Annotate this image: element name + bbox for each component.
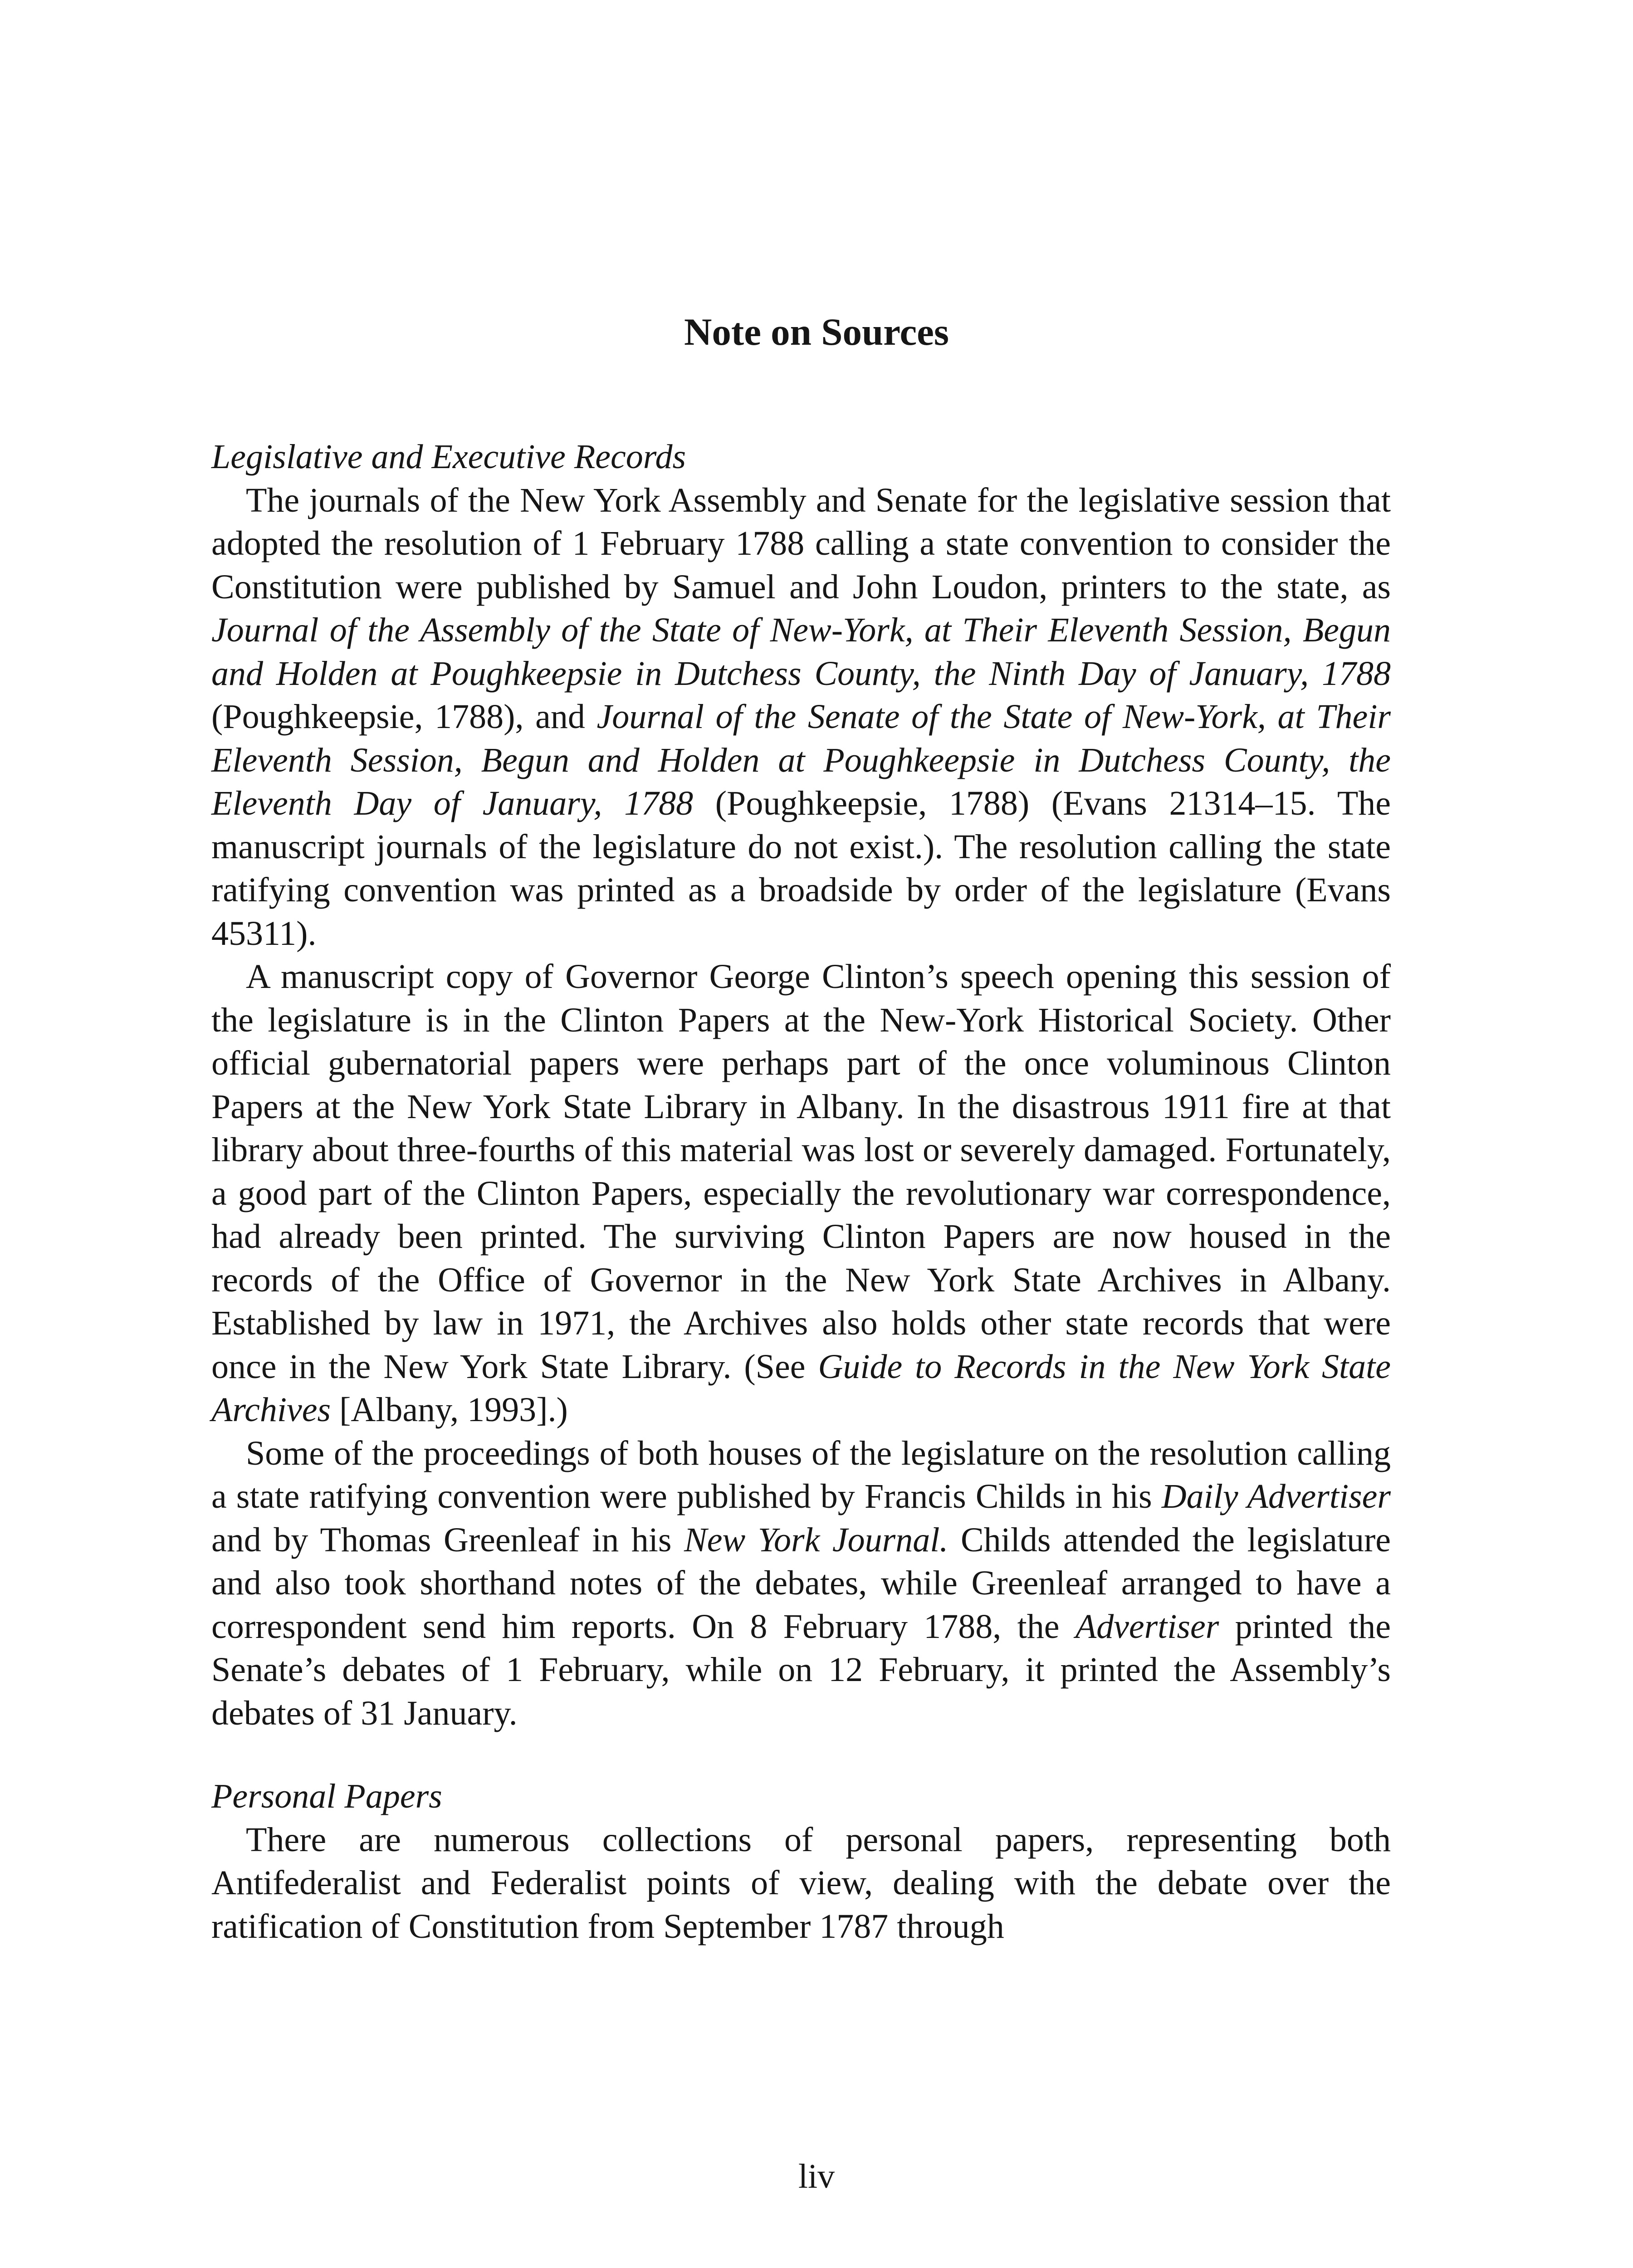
text-run: A manuscript copy of Governor George Clinton’s speech opening this session of the legislature is in the Clinton Papers at the New-York Historical Society. Other official gubernatorial papers were perhaps part of the once voluminous Clinton Papers at the New York State Library in Albany. In the disastrous 1911 fire at that library about three-fourths of this material was lost or severely damaged. Fortunately, a good part of the Clinton Papers, especially the revolutionary war correspondence, had already been printed. The surviving Clinton Papers are now housed in the records of the Office of Governor in the New York State Archives in Albany. Established by law in 1971, the Archives also holds other state records that were once in the New York State Library. (See <box>211 958 1391 1386</box>
text-run: printed the Senate’s debates of 1 February, while on 12 February, it printed the Assembly’s debates of 31 January. <box>211 1607 1391 1732</box>
page-title: Note on Sources <box>684 311 949 353</box>
paragraph <box>211 1432 1391 1735</box>
text-run: The journals of the New York Assembly and Senate for the legislative session that adopted the resolution of 1 February 1788 calling a state convention to consider the Constitution were published by Samuel and John Loudon, printers to the state, as <box>211 481 1391 606</box>
text-run: and by Thomas Greenleaf in his <box>211 1520 684 1559</box>
italic-text: New York Journal. <box>684 1520 949 1559</box>
text-run: There are numerous collections of personal papers, representing both Antifederalist and Federalist points of view, dealing with the debate over the ratification of Constitution from September 1787 through <box>211 1820 1391 1945</box>
section-personal-papers <box>211 1775 1391 1948</box>
italic-text: Daily Advertiser <box>1161 1477 1391 1515</box>
paragraph <box>211 955 1391 1432</box>
text-run: (Poughkeepsie, 1788) (Evans 21314–15. The manuscript journals of the legislature do not exist.). The resolution calling the state ratifying convention was printed as a broadside by order of the legislature (Evans 45311). <box>211 784 1391 953</box>
text-run: Childs attended the legislature and also took shorthand notes of the debates, while Greenleaf arranged to have a correspondent send him reports. On 8 February 1788, the <box>211 1520 1391 1646</box>
paragraph <box>211 1818 1391 1949</box>
section-gap <box>211 1735 1391 1775</box>
italic-text: Advertiser <box>1075 1607 1219 1646</box>
italic-text: Journal of the Senate of the State of New-York, at Their Eleventh Session, Begun and Holden at Poughkeepsie in Dutchess County, the Eleventh Day of January, 1788 <box>211 698 1391 822</box>
paragraph <box>211 479 1391 956</box>
section-legislative-executive-records <box>211 435 1391 1735</box>
section-heading: Personal Papers <box>211 1777 442 1815</box>
italic-text: Guide to Records in the New York State Archives <box>211 1347 1391 1429</box>
text-run: Some of the proceedings of both houses of the legislature on the resolution calling a state ratifying convention were published by Francis Childs in his <box>211 1434 1391 1515</box>
text-run: [Albany, 1993].) <box>331 1391 568 1429</box>
page-number: liv <box>798 2157 835 2195</box>
page-body <box>211 435 1391 1948</box>
text-run: (Poughkeepsie, 1788), and <box>211 698 597 736</box>
section-heading: Legislative and Executive Records <box>211 438 686 476</box>
italic-text: Journal of the Assembly of the State of New-York, at Their Eleventh Session, Begun and Holden at Poughkeepsie in Dutchess County, the Ninth Day of January, 1788 <box>211 611 1391 693</box>
